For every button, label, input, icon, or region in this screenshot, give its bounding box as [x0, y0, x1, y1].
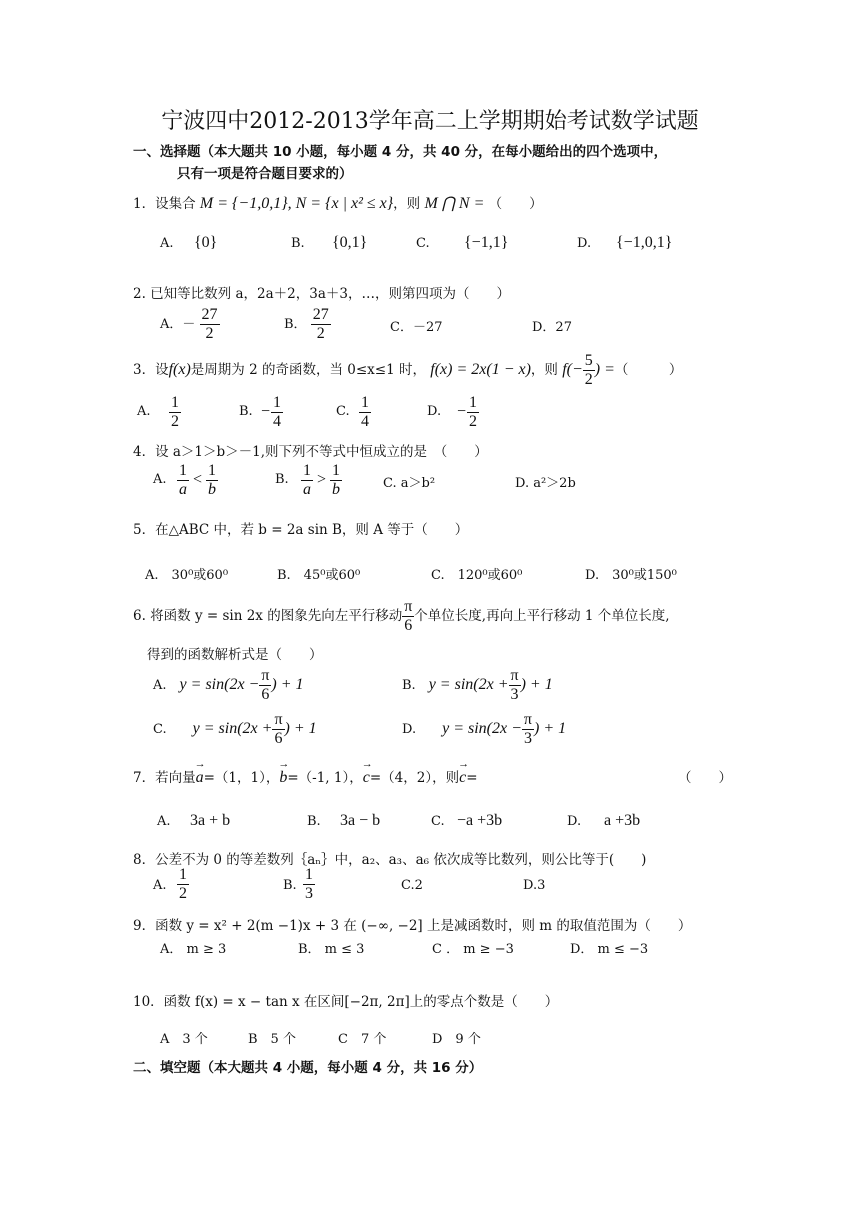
q6-option-a: A. y = sin(2x − $\frac{\pi}{6}$ ) + 1: [153, 667, 304, 703]
question-2: 2. 已知等比数列 a，2a＋2，3a＋3，…，则第四项为（ ）: [133, 286, 510, 302]
q7-option-b: 3a − b: [340, 812, 381, 829]
q1-stem-a: 设集合: [155, 196, 196, 212]
question-6-line2: 得到的函数解析式是（ ）: [147, 647, 323, 663]
q5-option-b: B. 45⁰或60⁰: [277, 568, 361, 583]
q9-option-c: C ． m ≥ −3: [432, 942, 514, 957]
section-2-heading: 二、填空题（本大题共 4 小题，每小题 4 分，共 16 分）: [133, 1060, 483, 1076]
q5-option-a: A. 30⁰或60⁰: [145, 568, 229, 583]
q5-option-c: C. 120⁰或60⁰: [431, 568, 523, 583]
q3-option-a: $\frac{1}{2}$: [171, 394, 179, 430]
q6-option-b: B. y = sin(2x + $\frac{\pi}{3}$ ) + 1: [402, 667, 553, 703]
question-5: 5．在△ABC 中，若 b = 2a sin B，则 A 等于（ ）: [133, 522, 469, 538]
q1-sets: M = {−1,0,1}, N = {x | x² ≤ x}: [199, 195, 394, 212]
q1-option-c-label: C.: [416, 236, 430, 251]
q1-option-b: {0,1}: [332, 234, 368, 251]
q8-option-a: $\frac{1}{2}$: [179, 866, 187, 902]
q7-option-a: 3a + b: [190, 812, 231, 829]
page-title: 宁波四中2012-2013学年高二上学期期始考试数学试题: [161, 109, 699, 134]
q4-option-a: $\frac{1}{a}$ < $\frac{1}{b}$: [179, 462, 217, 498]
q9-option-b: B． m ≤ 3: [298, 942, 365, 957]
q1-option-d-label: D.: [577, 236, 592, 251]
q3-option-c: $\frac{1}{4}$: [361, 394, 369, 430]
q3-option-d: $\frac{1}{2}$: [469, 394, 477, 430]
question-3: 3．设f(x)是周期为 2 的奇函数，当 0≤x≤1 时， f(x) = 2x(1 − x)，则 f(− $\frac{5}{2}$ ) =（ ）: [133, 352, 683, 388]
q5-option-d: D. 30⁰或150⁰: [585, 568, 677, 583]
q9-option-a: A． m ≥ 3: [160, 942, 227, 957]
q3-option-b: $\frac{1}{4}$: [273, 394, 281, 430]
q1-option-c: {−1,1}: [464, 234, 509, 251]
question-7: 7．若向量→ a=（1，1），→ b=（-1, 1），→ c=（4，2），则→ c=: [133, 766, 478, 787]
q4-option-d: D. a²＞2b: [515, 476, 576, 491]
q6-option-d: D. y = sin(2x − $\frac{\pi}{3}$ ) + 1: [402, 711, 567, 747]
question-1: [133, 192, 543, 213]
q8-option-b: $\frac{1}{3}$: [305, 866, 313, 902]
q10-option-b: B 5 个: [248, 1032, 296, 1047]
q1-option-b-label: B.: [291, 236, 305, 251]
q2-option-c: C．－27: [390, 320, 443, 335]
q1-option-a: {0}: [194, 234, 218, 251]
section-1-heading-line2: 只有一项是符合题目要求的）: [177, 166, 353, 182]
q8-option-d: D.3: [523, 878, 546, 893]
question-6: 6. 将函数 y = sin 2x 的图象先向左平行移动 $\frac{\pi}{6}$ 个单位长度,再向上平行移动 1 个单位长度,: [133, 598, 670, 634]
q6-option-c: C. y = sin(2x + $\frac{\pi}{6}$ ) + 1: [153, 711, 317, 747]
q1-paren: （ ）: [488, 196, 543, 212]
question-9: 9．函数 y = x² + 2(m −1)x + 3 在 (−∞, −2] 上是减函数时，则 m 的取值范围为（ ）: [133, 918, 692, 934]
q1-option-a-label: A.: [160, 236, 174, 251]
question-4: 4．设 a＞1＞b＞－1,则下列不等式中恒成立的是 （ ）: [133, 444, 488, 460]
q4-option-b: $\frac{1}{a}$ > $\frac{1}{b}$: [303, 462, 341, 498]
q4-option-c: C. a＞b²: [383, 476, 436, 491]
q7-option-d: a +3b: [604, 812, 641, 829]
q7-paren: （ ）: [678, 770, 732, 786]
q7-option-c: −a +3b: [457, 812, 503, 829]
section-1-heading-line1: 一、选择题（本大题共 10 小题，每小题 4 分，共 40 分，在每小题给出的四个选项中，: [133, 144, 668, 160]
q1-number: 1．: [133, 196, 156, 212]
q1-stem-b: ，则: [393, 196, 421, 212]
q2-option-a: A．－ $\frac{27}{2}$: [160, 306, 218, 342]
q10-option-c: C 7 个: [338, 1032, 387, 1047]
q8-option-c: C.2: [401, 878, 423, 893]
q1-expr: M ⋂ N =: [424, 195, 485, 212]
q1-option-d: {−1,0,1}: [616, 234, 673, 251]
q2-option-d: D．27: [532, 320, 572, 335]
q10-option-a: A 3 个: [160, 1032, 208, 1047]
q2-option-b: B． $\frac{27}{2}$: [284, 306, 329, 342]
q10-option-d: D 9 个: [432, 1032, 481, 1047]
q9-option-d: D． m ≤ −3: [570, 942, 649, 957]
question-8: 8．公差不为 0 的等差数列｛aₙ｝中，a₂、a₃、a₆ 依次成等比数列，则公比等于( ): [133, 852, 647, 868]
question-10: 10．函数 f(x) = x − tan x 在区间[−2π, 2π]上的零点个数是（ ）: [133, 994, 559, 1010]
